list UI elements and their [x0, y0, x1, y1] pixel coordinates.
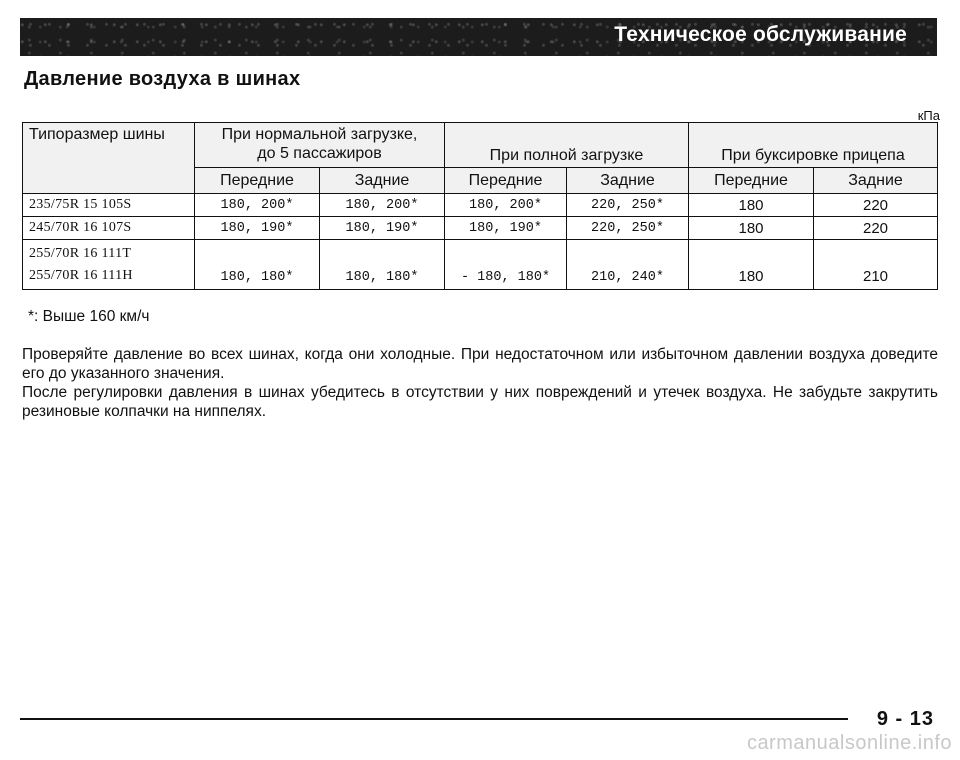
tire-size-cell: 235/75R 15 105S	[23, 194, 195, 217]
tow-rear-header: Задние	[814, 168, 938, 194]
tire-size-line: 255/70R 16 111H	[29, 267, 133, 283]
towing-header: При буксировке прицепа	[689, 123, 938, 168]
footnote: *: Выше 160 км/ч	[28, 308, 150, 325]
normal-rear-header: Задние	[320, 168, 445, 194]
full-front-header: Передние	[445, 168, 567, 194]
table-row	[23, 194, 938, 217]
full-load-header: При полной загрузке	[445, 123, 689, 168]
section-header-bar	[20, 18, 937, 56]
normal-load-header-line2: до 5 пассажиров	[257, 145, 382, 162]
page-title: Давление воздуха в шинах	[24, 68, 301, 90]
full-rear-cell: 220, 250*	[567, 217, 689, 240]
normal-rear-cell: 180, 200*	[320, 194, 445, 217]
tow-front-cell: 180	[689, 217, 814, 240]
full-front-cell: 180, 190*	[445, 217, 567, 240]
tire-size-cell: 245/70R 16 107S	[23, 217, 195, 240]
full-rear-cell: 210, 240*	[567, 240, 689, 290]
tow-front-cell: 180	[689, 194, 814, 217]
unit-label: кПа	[917, 108, 940, 123]
tire-size-line: 255/70R 16 111T	[29, 245, 132, 261]
watermark: carmanualsonline.info	[746, 732, 952, 754]
full-rear-cell: 220, 250*	[567, 194, 689, 217]
tow-rear-cell: 220	[814, 217, 938, 240]
normal-front-cell: 180, 200*	[195, 194, 320, 217]
tire-size-header: Типоразмер шины	[23, 123, 195, 194]
footer-divider	[20, 718, 848, 720]
normal-front-cell: 180, 180*	[195, 240, 320, 290]
normal-load-header	[195, 123, 445, 168]
normal-front-cell: 180, 190*	[195, 217, 320, 240]
full-front-cell: 180, 200*	[445, 194, 567, 217]
full-front-cell: - 180, 180*	[445, 240, 567, 290]
tire-size-cell	[23, 240, 195, 290]
normal-rear-cell: 180, 180*	[320, 240, 445, 290]
instruction-paragraph: Проверяйте давление во всех шинах, когда они холодные. При недостаточном или избыточном давлении воздуха доведите его до указанного значения.	[22, 346, 938, 382]
normal-load-header-line1: При нормальной загрузке,	[221, 126, 418, 143]
chapter-title: Техническое обслуживание	[614, 23, 907, 46]
tow-front-header: Передние	[689, 168, 814, 194]
normal-rear-cell: 180, 190*	[320, 217, 445, 240]
tire-pressure-table	[22, 122, 938, 290]
page-number: 9 - 13	[876, 708, 934, 730]
full-rear-header: Задние	[567, 168, 689, 194]
tow-rear-cell: 220	[814, 194, 938, 217]
table-row	[23, 240, 938, 290]
instruction-paragraph: После регулировки давления в шинах убедитесь в отсутствии у них повреждений и утечек воздуха. Не забудьте закрутить резиновые колпачки на ниппелях.	[22, 384, 938, 420]
table-row	[23, 217, 938, 240]
normal-front-header: Передние	[195, 168, 320, 194]
tow-front-cell: 180	[689, 240, 814, 290]
tow-rear-cell: 210	[814, 240, 938, 290]
